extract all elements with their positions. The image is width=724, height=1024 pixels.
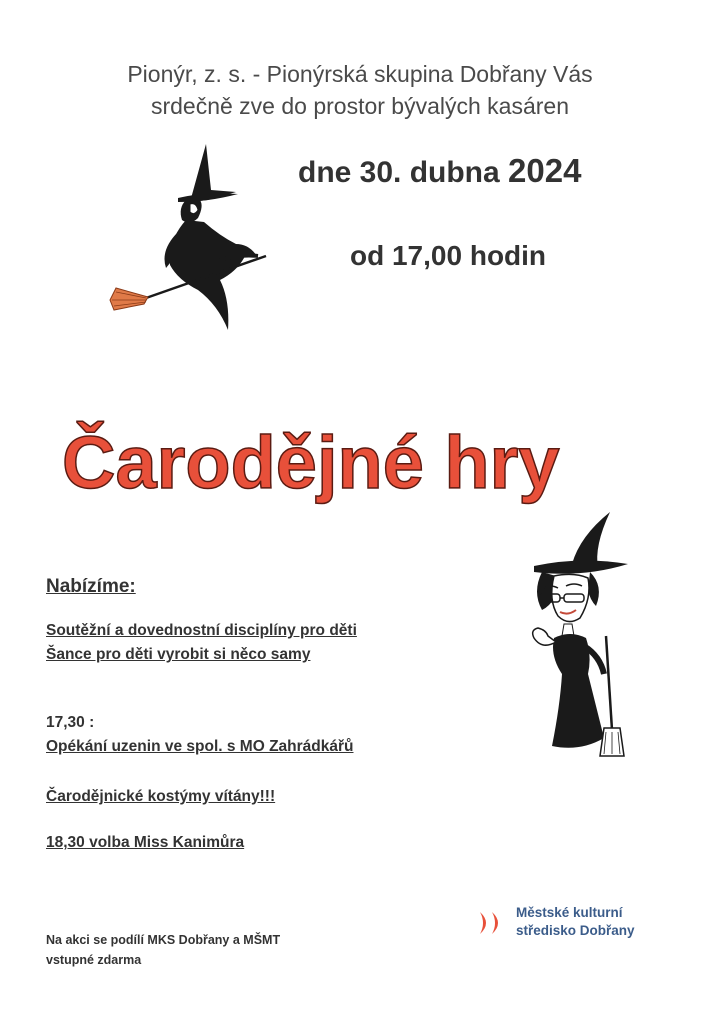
offer-heading: Nabízíme:	[46, 576, 136, 597]
mks-logo	[478, 904, 668, 948]
flying-witch-illustration	[108, 140, 273, 340]
footer-note	[46, 930, 280, 970]
program-miss: 18,30 volba Miss Kanimůra	[46, 834, 245, 851]
mks-logo-icon	[478, 910, 510, 936]
event-date-year: 2024	[508, 152, 582, 189]
event-title: Čarodějné hry	[62, 421, 560, 504]
event-date	[298, 152, 581, 190]
standing-witch-illustration	[520, 506, 640, 766]
program-time-label: 17,30 :	[46, 714, 95, 731]
event-time: od 17,00 hodin	[350, 240, 547, 271]
intro-line-2: srdečně zve do prostor bývalých kasáren	[150, 93, 570, 119]
offer-item-1: Soutěžní a dovednostní disciplíny pro děti	[46, 622, 357, 639]
event-date-prefix: dne 30. dubna	[298, 156, 500, 189]
offer-item-2: Šance pro děti vyrobit si něco samy	[46, 646, 311, 663]
mks-logo-line-1: Městské kulturní	[516, 905, 623, 920]
footer-line-1: Na akci se podílí MKS Dobřany a MŠMT	[46, 933, 281, 947]
mks-logo-line-2: středisko Dobřany	[516, 923, 635, 938]
program-bbq: Opékání uzenin ve spol. s MO Zahrádkářů	[46, 738, 354, 755]
program-costumes: Čarodějnické kostýmy vítány!!!	[46, 788, 276, 805]
intro-line-1: Pionýr, z. s. - Pionýrská skupina Dobřany Vás	[127, 61, 593, 87]
intro-text	[40, 58, 680, 122]
footer-line-2: vstupné zdarma	[46, 953, 142, 967]
